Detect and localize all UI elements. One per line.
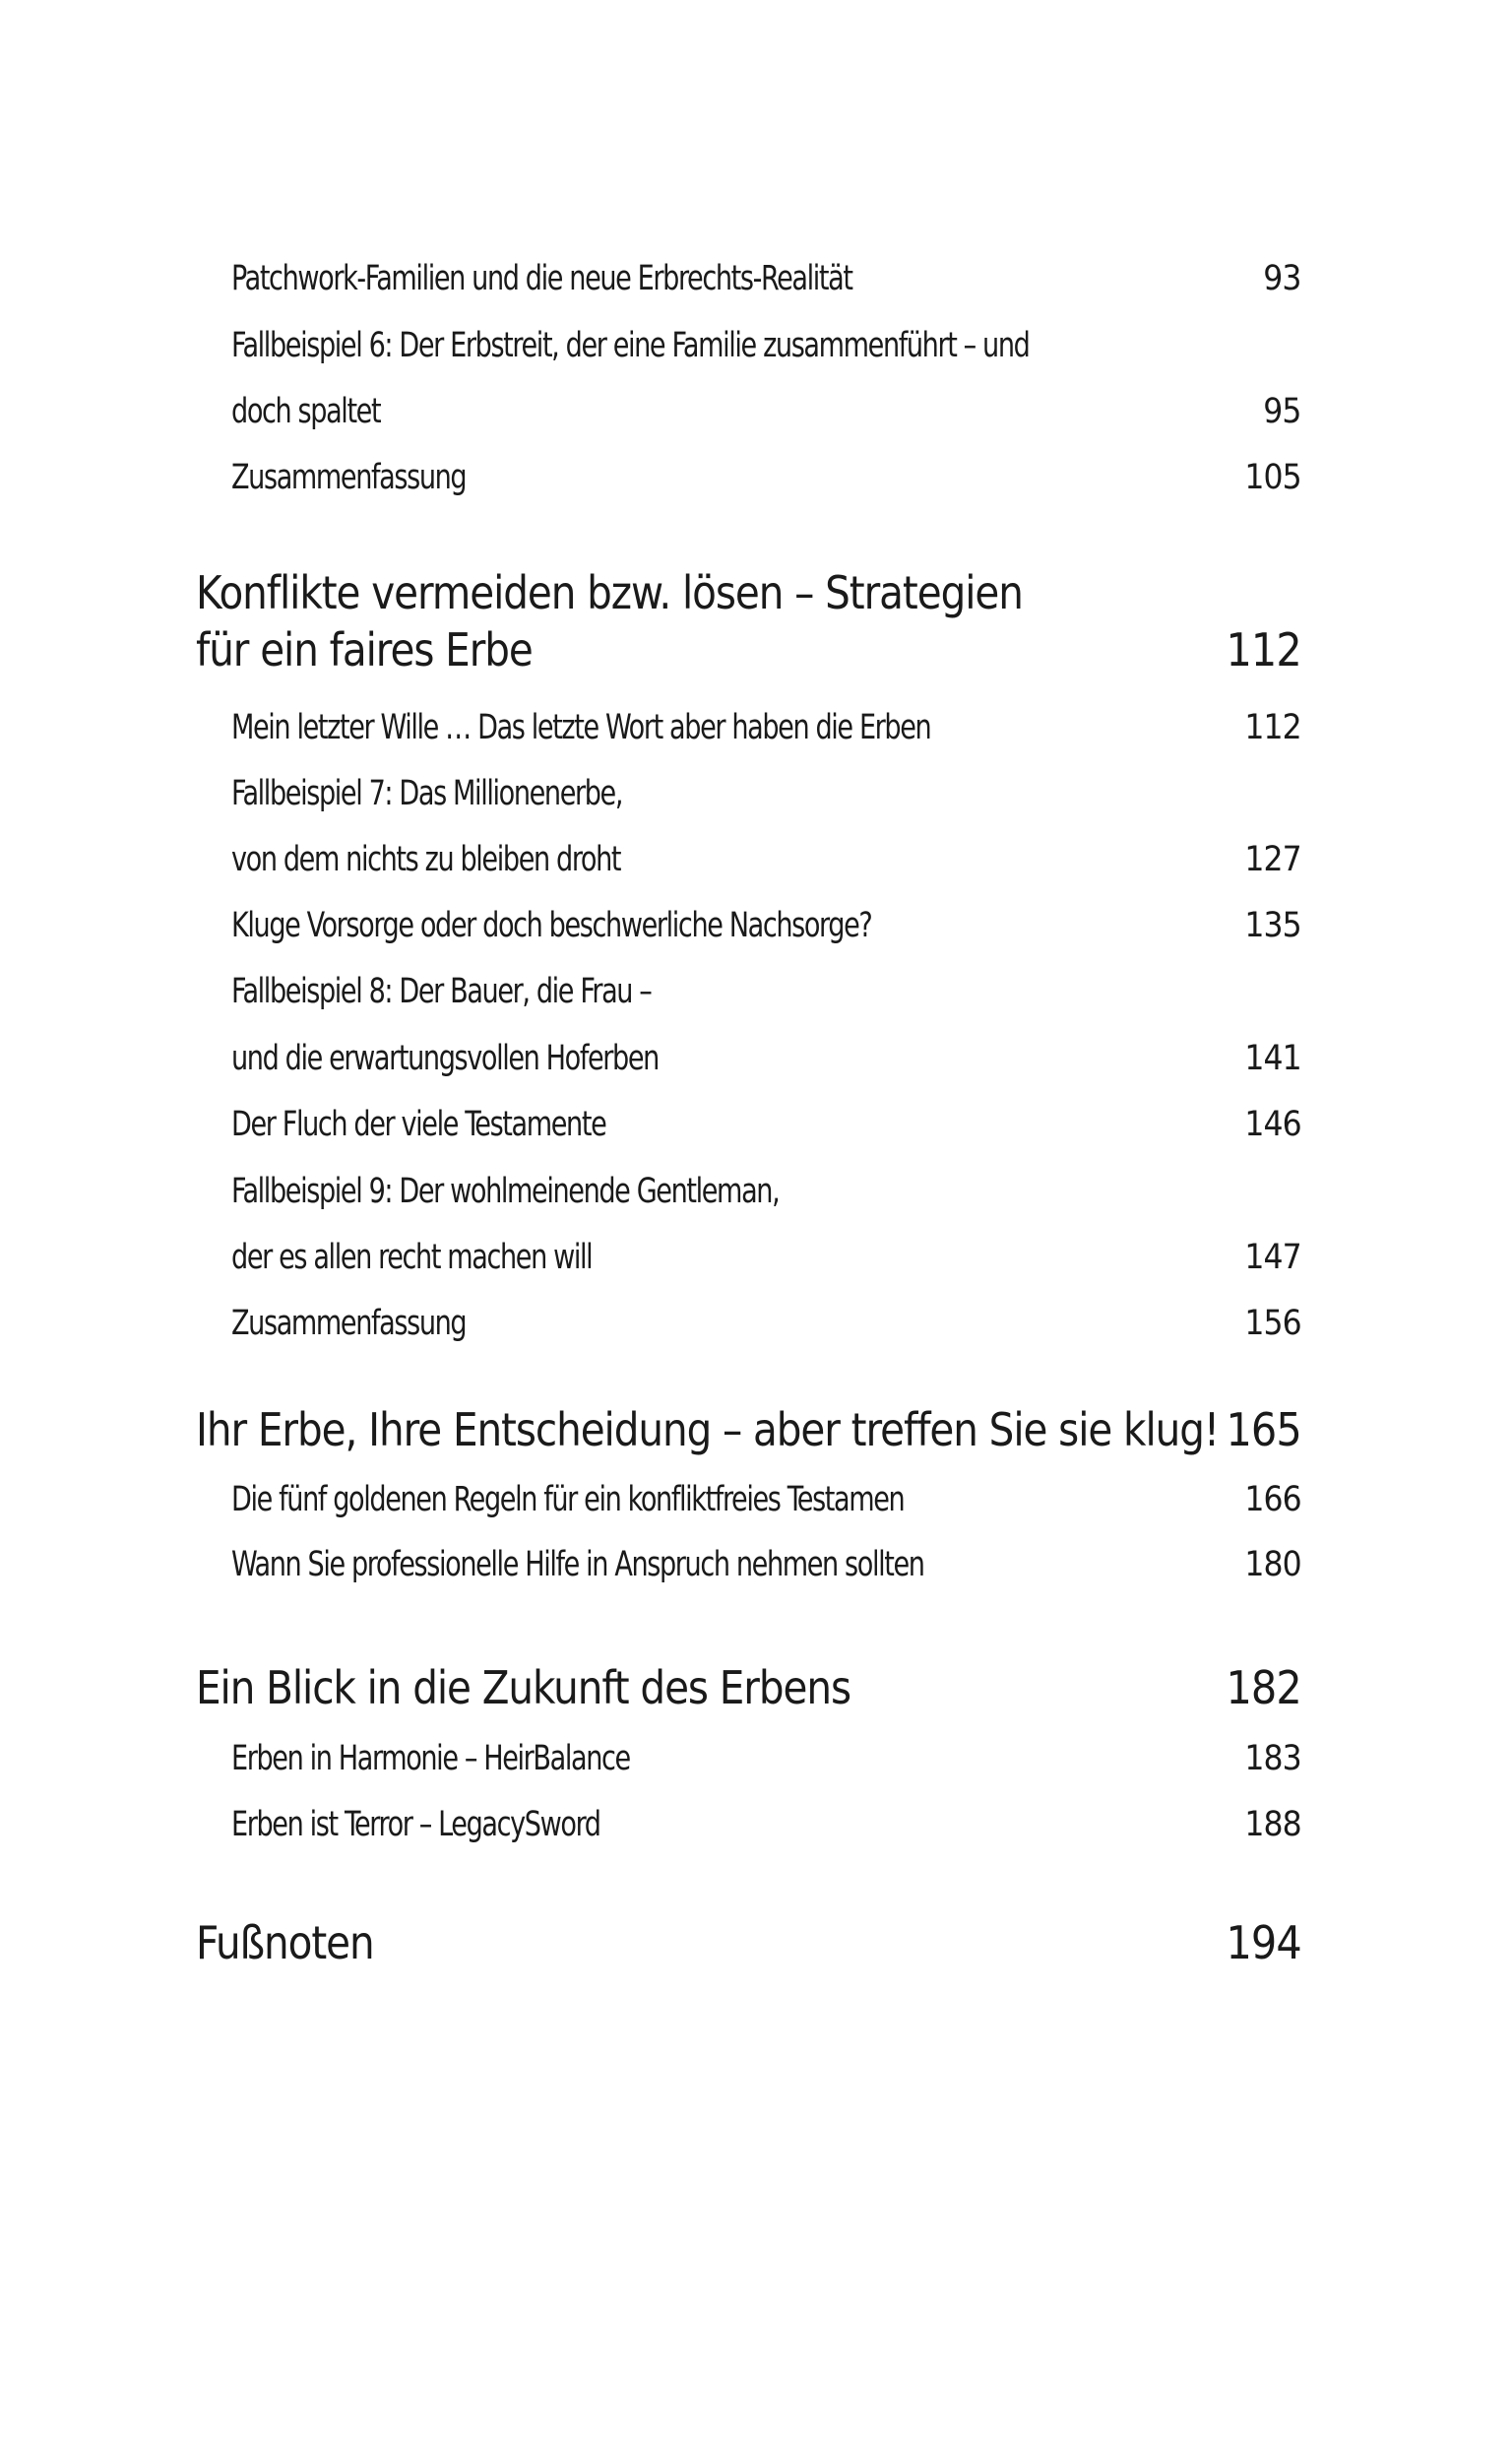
toc-entry-title: Patchwork-Familien und die neue Erbrechts-Realität bbox=[231, 259, 852, 298]
toc-entry-page: 188 bbox=[1244, 1805, 1301, 1844]
toc-entry bbox=[0, 387, 1512, 436]
toc-entry bbox=[0, 1167, 1512, 1216]
toc-entry bbox=[0, 254, 1512, 303]
toc-chapter-page: 194 bbox=[1226, 1916, 1301, 1969]
toc-entry bbox=[0, 901, 1512, 950]
toc-entry-title: Fallbeispiel 8: Der Bauer, die Frau – bbox=[231, 972, 652, 1011]
toc-entry bbox=[0, 1475, 1512, 1524]
toc-chapter-page: 165 bbox=[1226, 1403, 1301, 1456]
toc-chapter-page: 112 bbox=[1226, 623, 1301, 676]
toc-entry-title: Zusammenfassung bbox=[231, 458, 467, 497]
toc-entry-page: 166 bbox=[1244, 1480, 1301, 1519]
toc-entry bbox=[0, 1034, 1512, 1083]
toc-chapter-title: Ihr Erbe, Ihre Entscheidung – aber treffen Sie sie klug! bbox=[196, 1403, 1220, 1456]
toc-entry bbox=[0, 769, 1512, 818]
toc-entry-page: 105 bbox=[1244, 458, 1301, 497]
toc-entry-page: 141 bbox=[1244, 1039, 1301, 1078]
toc-chapter bbox=[0, 1913, 1512, 1972]
toc-chapter bbox=[0, 563, 1512, 622]
toc-entry-title: und die erwartungsvollen Hoferben bbox=[231, 1039, 659, 1078]
toc-entry-title: Wann Sie professionelle Hilfe in Anspruch nehmen sollten bbox=[231, 1545, 924, 1584]
toc-entry-title: Fallbeispiel 9: Der wohlmeinende Gentleman, bbox=[231, 1172, 780, 1211]
toc-entry-title: doch spaltet bbox=[231, 392, 381, 431]
toc-entry bbox=[0, 1299, 1512, 1348]
toc-entry-page: 146 bbox=[1244, 1105, 1301, 1144]
toc-entry bbox=[0, 1233, 1512, 1282]
toc-entry bbox=[0, 1734, 1512, 1783]
toc-chapter bbox=[0, 1400, 1512, 1459]
toc-entry-title: Mein letzter Wille … Das letzte Wort aber haben die Erben bbox=[231, 708, 931, 747]
toc-entry-title: Zusammenfassung bbox=[231, 1304, 467, 1343]
toc-entry bbox=[0, 453, 1512, 502]
toc-chapter-title: Konflikte vermeiden bzw. lösen – Strategien bbox=[196, 566, 1023, 619]
toc-entry-title: Erben in Harmonie – HeirBalance bbox=[231, 1739, 630, 1778]
toc-chapter bbox=[0, 620, 1512, 679]
toc-entry-page: 147 bbox=[1244, 1238, 1301, 1277]
toc-entry bbox=[0, 1800, 1512, 1849]
toc-entry bbox=[0, 835, 1512, 884]
toc-entry bbox=[0, 967, 1512, 1016]
toc-entry-page: 180 bbox=[1244, 1545, 1301, 1584]
toc-chapter bbox=[0, 1658, 1512, 1717]
toc-chapter-title: Ein Blick in die Zukunft des Erbens bbox=[196, 1661, 851, 1714]
toc-chapter-title: Fußnoten bbox=[196, 1916, 374, 1969]
toc-chapter-title: für ein faires Erbe bbox=[196, 623, 533, 676]
toc-entry-title: Fallbeispiel 6: Der Erbstreit, der eine Familie zusammenführt – und bbox=[231, 326, 1030, 365]
toc-entry-title: Der Fluch der viele Testamente bbox=[231, 1105, 606, 1144]
toc-chapter-page: 182 bbox=[1226, 1661, 1301, 1714]
toc-entry-page: 112 bbox=[1244, 708, 1301, 747]
toc-entry bbox=[0, 321, 1512, 370]
toc-entry bbox=[0, 703, 1512, 752]
toc-entry-title: von dem nichts zu bleiben droht bbox=[231, 840, 621, 879]
toc-entry-page: 156 bbox=[1244, 1304, 1301, 1343]
toc-entry-page: 95 bbox=[1263, 392, 1301, 431]
toc-entry-title: Kluge Vorsorge oder doch beschwerliche Nachsorge? bbox=[231, 906, 872, 945]
toc-entry-page: 93 bbox=[1263, 259, 1301, 298]
toc-entry bbox=[0, 1540, 1512, 1589]
toc-entry bbox=[0, 1100, 1512, 1149]
toc-entry-page: 127 bbox=[1244, 840, 1301, 879]
toc-entry-title: Erben ist Terror – LegacySword bbox=[231, 1805, 600, 1844]
toc-entry-title: Fallbeispiel 7: Das Millionenerbe, bbox=[231, 774, 623, 813]
toc-entry-page: 183 bbox=[1244, 1739, 1301, 1778]
toc-entry-page: 135 bbox=[1244, 906, 1301, 945]
toc-entry-title: der es allen recht machen will bbox=[231, 1238, 593, 1277]
toc-entry-title: Die fünf goldenen Regeln für ein konfliktfreies Testamen bbox=[231, 1480, 905, 1519]
